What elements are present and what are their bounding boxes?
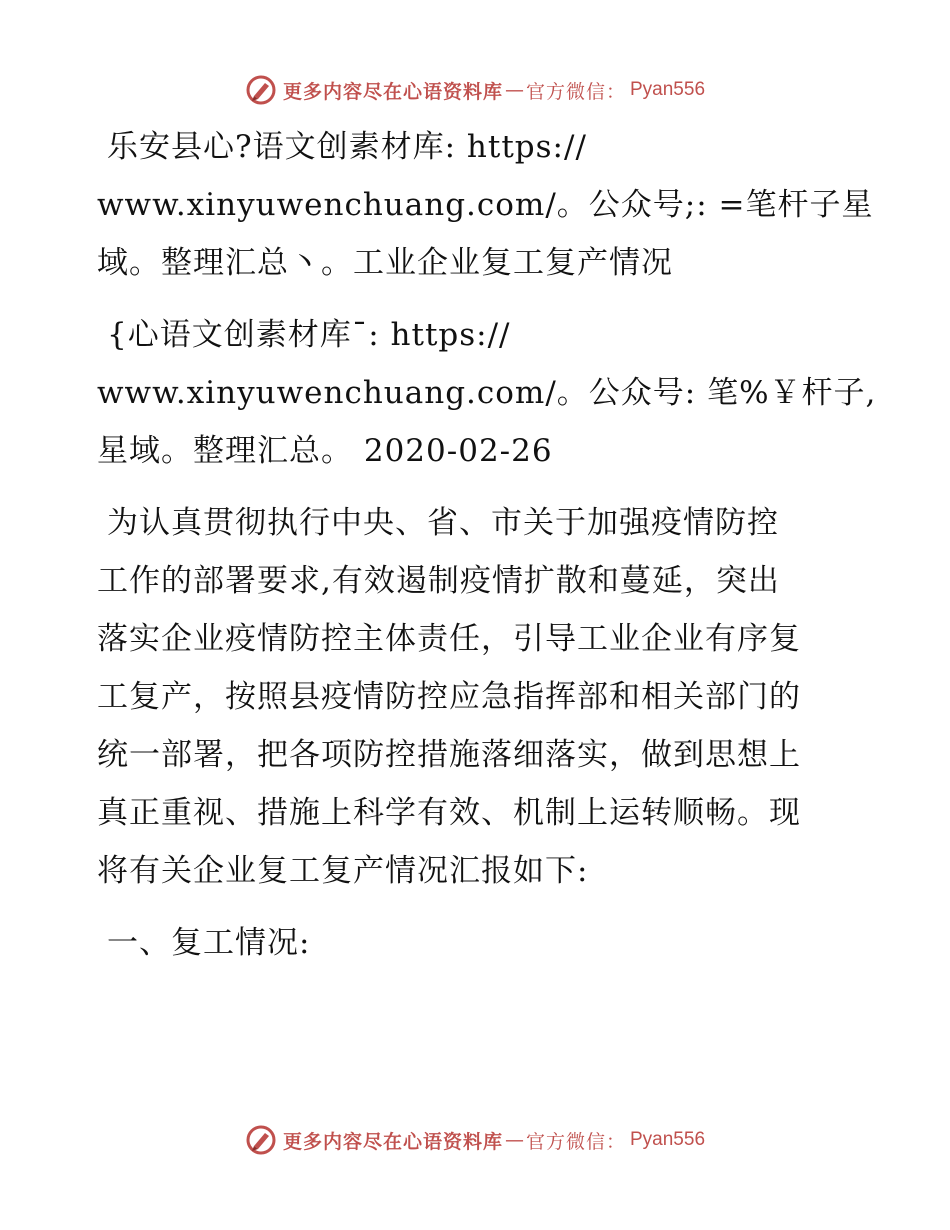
text-line: 统一部署，把各项防控措施落细落实，做到思想上	[97, 737, 801, 773]
paragraph-intro-1	[97, 118, 874, 292]
footer-watermark	[0, 1120, 950, 1160]
text-line: {心语文创素材库¯: https://	[107, 317, 511, 353]
logo-icon	[245, 1124, 277, 1156]
text-line: 真正重视、措施上科学有效、机制上运转顺畅。现	[97, 795, 801, 831]
watermark-wechat-label: 官方微信：	[525, 1130, 626, 1153]
text-line: 为认真贯彻执行中央、省、市关于加强疫情防控	[107, 505, 779, 541]
watermark-text: 更多内容尽在心语资料库	[282, 80, 503, 103]
text-line: 星域。整理汇总。 2020-02-26	[97, 433, 553, 469]
heading-text: 一、复工情况:	[107, 925, 311, 961]
watermark-dash: —	[504, 1129, 524, 1151]
text-line: www.xinyuwenchuang.com/。公众号;: =笔杆子星	[97, 187, 874, 223]
text-line: 工复产，按照县疫情防控应急指挥部和相关部门的	[97, 679, 801, 715]
text-line: 将有关企业复工复产情况汇报如下:	[97, 853, 589, 889]
text-line: 乐安县心?语文创素材库: https://	[107, 129, 587, 165]
paragraph-intro-2	[97, 306, 877, 480]
section-heading	[97, 914, 857, 972]
watermark-dash: —	[504, 79, 524, 101]
watermark-wechat-id: Pyan556	[630, 79, 706, 100]
paragraph-main	[97, 494, 857, 900]
logo-icon	[245, 74, 277, 106]
text-line: 域。整理汇总丶。工业企业复工复产情况	[97, 245, 673, 281]
watermark-wechat-label: 官方微信：	[525, 80, 626, 103]
text-line: 工作的部署要求,有效遏制疫情扩散和蔓延，突出	[97, 563, 780, 599]
header-watermark	[0, 70, 950, 110]
watermark-wechat-id: Pyan556	[630, 1129, 706, 1150]
text-line: www.xinyuwenchuang.com/。公众号: 笔%￥杆子,	[97, 375, 877, 411]
watermark-text: 更多内容尽在心语资料库	[282, 1130, 503, 1153]
document-body	[97, 118, 877, 986]
text-line: 落实企业疫情防控主体责任，引导工业企业有序复	[97, 621, 801, 657]
